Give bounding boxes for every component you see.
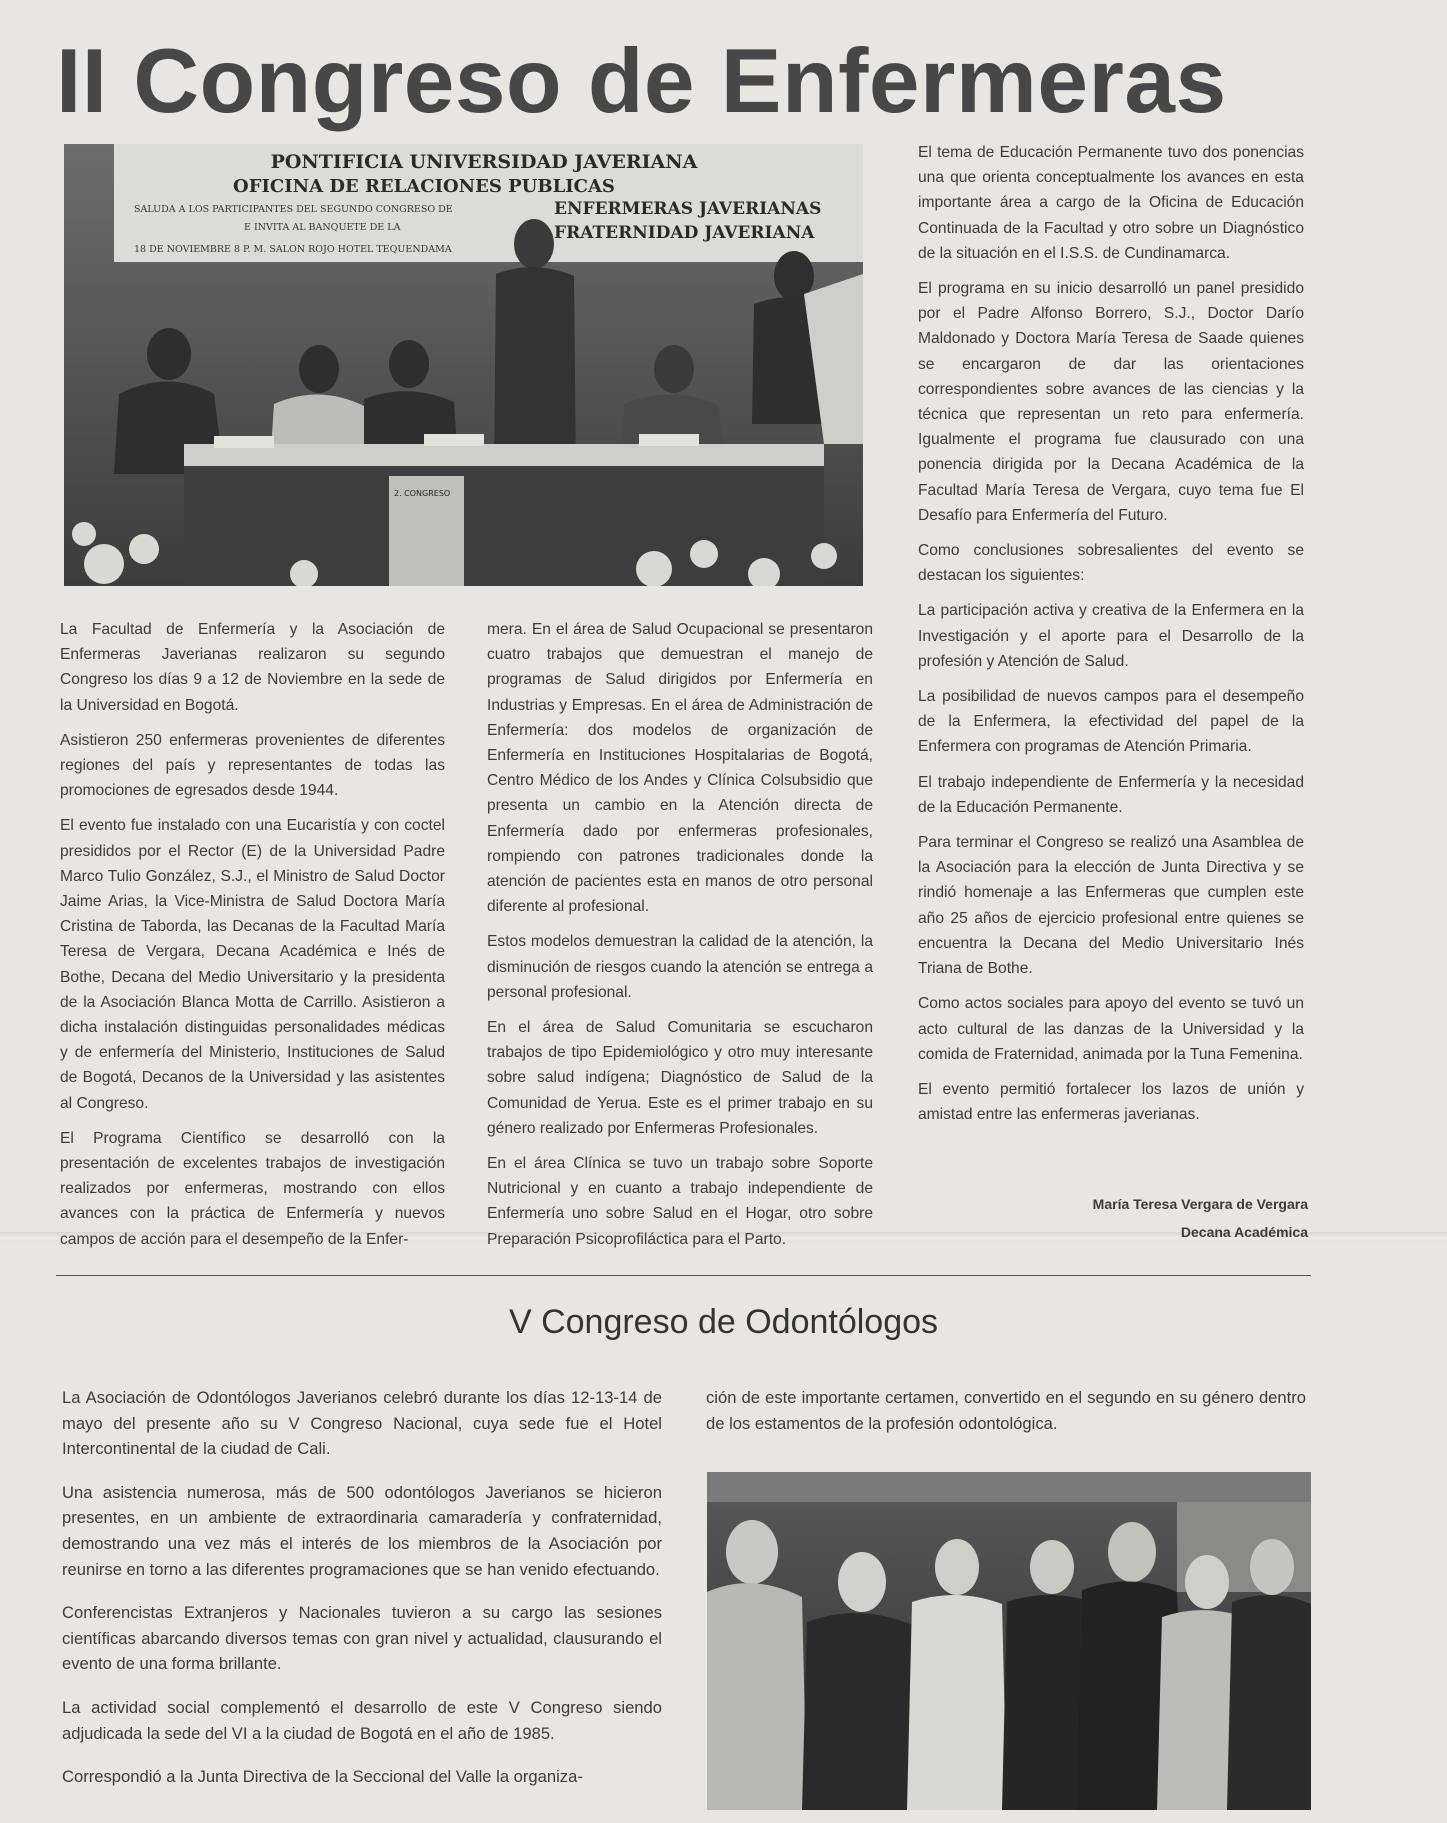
article2-column-1 xyxy=(62,1385,662,1808)
paragraph: La posibilidad de nuevos campos para el desempeño de la Enfermera, la efectividad del papel de la Enfermera con programas de Atención Primaria. xyxy=(918,688,1304,756)
paragraph: Como conclusiones sobresalientes del evento se destacan los siguientes: xyxy=(918,542,1304,585)
paragraph: Para terminar el Congreso se realizó una Asamblea de la Asociación para la elección de Junta Directiva y se rindió homenaje a las Enfermeras que cumplen este año 25 años de ejercicio profesional entre quienes se encuentra la Decana del Medio Universitario Inés Triana de Bothe. xyxy=(918,834,1304,978)
paragraph: Una asistencia numerosa, más de 500 odontólogos Javerianos se hicieron presentes, en un ambiente de extraordinaria camaradería y confraternidad, demostrando una vez más el interés de los miembros de la Asociación por reunirse en torno a las diferentes programaciones que se han venido efectuando. xyxy=(62,1482,662,1579)
banner-line-1: PONTIFICIA UNIVERSIDAD JAVERIANA xyxy=(270,151,698,173)
section-divider xyxy=(56,1275,1311,1276)
signature xyxy=(1000,1190,1308,1246)
paragraph: Asistieron 250 enfermeras provenientes de diferentes regiones del país y representantes de todas las promociones de egresados desde 1944. xyxy=(60,731,445,800)
banner-line-2: OFICINA DE RELACIONES PUBLICAS xyxy=(233,176,615,197)
paragraph: Conferencistas Extranjeros y Nacionales tuvieron a su cargo las sesiones científicas abarcando diversos temas con gran nivel y actualidad, clausurando el evento de una forma brillante. xyxy=(62,1603,662,1674)
article1-column-1 xyxy=(60,617,445,1262)
paragraph: En el área Clínica se tuvo un trabajo sobre Soporte Nutricional y en cuanto a trabajo independiente de Enfermería uno sobre Salud en el Hogar, otro sobre Preparación Psicoprofiláctica para el Parto. xyxy=(487,1155,873,1248)
banner-line-7: 18 DE NOVIEMBRE 8 P. M. SALON ROJO HOTEL TEQUENDAMA xyxy=(134,244,452,255)
banner-line-3: SALUDA A LOS PARTICIPANTES DEL SEGUNDO CONGRESO DE xyxy=(134,204,453,215)
dentists-group-photo xyxy=(707,1472,1311,1810)
banner-line-6: FRATERNIDAD JAVERIANA xyxy=(554,223,815,243)
paragraph: El evento permitió fortalecer los lazos de unión y amistad entre las enfermeras javerianas. xyxy=(918,1080,1304,1124)
paragraph: El programa en su inicio desarrolló un panel presidido por el Padre Alfonso Borrero, S.J., Doctor Darío Maldonado y Doctora María Teresa de Saade quienes se encargaron de dar las orientaciones correspondientes sobre avances de las ciencias y la técnica que representan un reto para enfermería. Igualmente el programa fue clausurado con una ponencia dirigida por la Decana Académica de la Facultad María Teresa de Vergara, cuyo tema fue El Desafío para Enfermería del Futuro. xyxy=(918,280,1304,524)
paragraph: Como actos sociales para apoyo del evento se tuvó un acto cultural de las danzas de la Universidad y la comida de Fraternidad, animada por la Tuna Femenina. xyxy=(918,995,1304,1063)
paragraph: El evento fue instalado con una Eucaristía y con coctel presididos por el Rector (E) de la Universidad Padre Marco Tulio González, S.J., el Ministro de Salud Doctor Jaime Arias, la Vice-Ministra de Salud Doctora María Cristina de Taborda, las Decanas de la Facultad María Teresa de Vergara, Decana Académica e Inés de Bothe, Decana del Medio Universitario y la presidenta de la Asociación Blanca Motta de Carrillo. Asistieron a dicha instalación distinguidas personalidades médicas y de enfermería del Ministerio, Instituciones de Salud de Bogotá, Decanos de la Universidad y las asistentes al Congreso. xyxy=(60,817,445,1112)
article1-column-2 xyxy=(487,617,873,1262)
poster-text: 2. CONGRESO xyxy=(394,489,451,498)
signature-name: María Teresa Vergara de Vergara xyxy=(1092,1196,1308,1212)
article1-column-3 xyxy=(918,140,1304,1137)
paragraph: La actividad social complementó el desarrollo de este V Congreso siendo adjudicada la sede del VI a la ciudad de Bogotá en el año de 1985. xyxy=(62,1697,662,1743)
paragraph: ción de este importante certamen, convertido en el segundo en su género dentro de los estamentos de la profesión odontológica. xyxy=(706,1388,1306,1433)
congress-photo xyxy=(64,144,863,586)
article-title: II Congreso de Enfermeras xyxy=(56,31,1227,132)
paragraph: El trabajo independiente de Enfermería y la necesidad de la Educación Permanente. xyxy=(918,773,1304,816)
paragraph: mera. En el área de Salud Ocupacional se presentaron cuatro trabajos que demuestran el manejo de programas de Salud dirigidos por Enfermería en Industrias y Empresas. En el área de Administración de Enfermería: dos modelos de organización de Enfermería en Instituciones Hospitalarias de Bogotá, Centro Médico de los Andes y Clínica Colsubsidio que presenta un cambio en la Atención directa de Enfermería dado por enfermeras profesionales, rompiendo con patrones tradicionales donde la atención de pacientes esta en manos de otro personal diferente al profesional. xyxy=(487,621,873,916)
paragraph: Estos modelos demuestran la calidad de la atención, la disminución de riesgos cuando la atención se entrega a personal profesional. xyxy=(487,933,873,1001)
paragraph: La Asociación de Odontólogos Javerianos celebró durante los días 12-13-14 de mayo del presente año su V Congreso Nacional, cuya sede fue el Hotel Intercontinental de la ciudad de Cali. xyxy=(62,1388,662,1459)
paragraph: El Programa Científico se desarrolló con la presentación de excelentes trabajos de investigación realizados por enfermeras, mostrando con ellos avances con la práctica de Enfermería y nuevos campos de acción para el desempeño de la Enfer- xyxy=(60,1129,445,1248)
banner-line-4: ENFERMERAS JAVERIANAS xyxy=(554,199,822,219)
paragraph: La Facultad de Enfermería y la Asociación de Enfermeras Javerianas realizaron su segundo Congreso los días 9 a 12 de Noviembre en la sede de la Universidad en Bogotá. xyxy=(60,621,445,714)
article2-title: V Congreso de Odontólogos xyxy=(508,1303,939,1341)
paragraph: Correspondió a la Junta Directiva de la Seccional del Valle la organiza- xyxy=(62,1767,583,1787)
banner-line-5: E INVITA AL BANQUETE DE LA xyxy=(244,222,401,233)
paragraph: En el área de Salud Comunitaria se escucharon trabajos de tipo Epidemiológico y otro muy interesante sobre salud indígena; Diagnóstico de Salud de la Comunidad de Yerua. Este es el primer trabajo en su género realizado por Enfermeras Profesionales. xyxy=(487,1019,873,1137)
signature-role: Decana Académica xyxy=(1180,1224,1308,1240)
article2-column-2 xyxy=(706,1385,1306,1454)
paragraph: El tema de Educación Permanente tuvo dos ponencias una que orienta conceptualmente los avances en esta importante área a cargo de la Oficina de Educación Continuada de la Facultad y otro sobre un Diagnóstico de la situación en el I.S.S. de Cundinamarca. xyxy=(918,144,1304,262)
paragraph: La participación activa y creativa de la Enfermera en la Investigación y el aporte para el Desarrollo de la profesión y Atención de Salud. xyxy=(918,602,1304,670)
